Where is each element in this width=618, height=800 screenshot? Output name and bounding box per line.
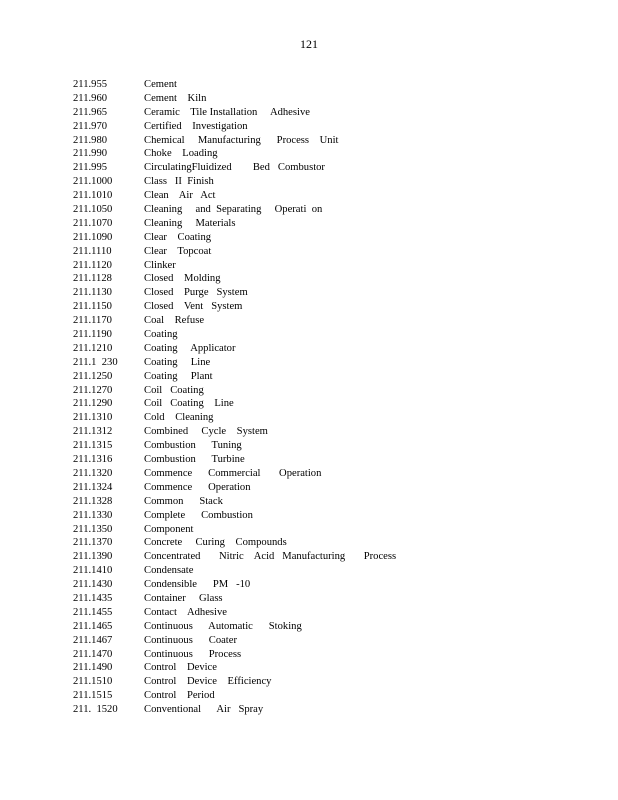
index-entry: [73, 286, 593, 300]
section-number: 211.1150: [73, 301, 112, 313]
index-entry: [73, 370, 593, 384]
section-number: 211.970: [73, 120, 108, 132]
defined-term: Choke Loading: [144, 148, 218, 160]
section-number: 211.1390: [73, 551, 113, 563]
defined-term: CirculatingFluidized Bed Combustor: [144, 162, 325, 174]
index-entry: [73, 675, 593, 689]
defined-term: Continuous Coater: [144, 634, 237, 646]
index-entry: [73, 397, 593, 411]
section-number: 211.990: [73, 148, 108, 160]
index-entry: [73, 523, 593, 537]
section-number: 211.1128: [73, 273, 112, 285]
defined-term: Control Period: [144, 690, 215, 702]
section-number: 211.1120: [73, 259, 112, 271]
index-entry: [73, 106, 593, 120]
section-number: 211.1110: [73, 245, 112, 257]
defined-term: Coating Plant: [144, 370, 213, 382]
index-entry: [73, 272, 593, 286]
section-number: 211.1410: [73, 565, 113, 577]
defined-term: Coating Line: [144, 356, 211, 368]
section-number: 211. 1520: [73, 704, 118, 716]
index-entry: [73, 661, 593, 675]
index-entry: [73, 467, 593, 481]
defined-term: Cold Cleaning: [144, 412, 214, 424]
section-number: 211.1050: [73, 204, 113, 216]
index-entry: [73, 189, 593, 203]
defined-term: Clear Coating: [144, 231, 212, 243]
index-entry: [73, 606, 593, 620]
index-entry: [73, 342, 593, 356]
index-entry: [73, 78, 593, 92]
defined-term: Commence Commercial Operation: [144, 467, 322, 479]
defined-term: Contact Adhesive: [144, 606, 227, 618]
defined-term: Control Device: [144, 662, 217, 674]
index-entry: [73, 620, 593, 634]
index-entry: [73, 120, 593, 134]
defined-term: Class II Finish: [144, 176, 214, 188]
defined-term: Component: [144, 523, 194, 535]
defined-term: Cleaning Materials: [144, 217, 236, 229]
section-number: 211.1250: [73, 370, 113, 382]
index-entry: [73, 509, 593, 523]
index-entry: [73, 300, 593, 314]
index-entry: [73, 453, 593, 467]
section-number: 211.1430: [73, 579, 113, 591]
index-entry: [73, 314, 593, 328]
section-number: 211.1312: [73, 426, 113, 438]
page-number: 121: [300, 37, 318, 51]
section-number: 211.1090: [73, 231, 113, 243]
index-entry: [73, 328, 593, 342]
index-entry: [73, 634, 593, 648]
section-number: 211.1510: [73, 676, 113, 688]
index-entry: [73, 384, 593, 398]
index-entry: [73, 411, 593, 425]
index-entry: [73, 259, 593, 273]
index-entry: [73, 536, 593, 550]
section-number: 211.1330: [73, 509, 113, 521]
section-number: 211.1465: [73, 620, 113, 632]
defined-term: Coil Coating Line: [144, 398, 234, 410]
defined-term: Combined Cycle System: [144, 426, 268, 438]
defined-term: Control Device Efficiency: [144, 676, 272, 688]
section-number: 211.1315: [73, 440, 113, 452]
section-number: 211.1010: [73, 190, 113, 202]
index-entry: [73, 439, 593, 453]
index-entry: [73, 550, 593, 564]
index-entry: [73, 425, 593, 439]
index-entry: [73, 564, 593, 578]
index-entry: [73, 578, 593, 592]
defined-term: Coal Refuse: [144, 315, 205, 327]
section-number: 211.1130: [73, 287, 112, 299]
section-number: 211.1370: [73, 537, 113, 549]
index-entry: [73, 703, 593, 717]
section-number: 211.1324: [73, 481, 113, 493]
section-number: 211.965: [73, 106, 108, 118]
section-number: 211.995: [73, 162, 108, 174]
defined-term: Coating: [144, 329, 178, 341]
defined-term: Ceramic Tile Installation Adhesive: [144, 106, 310, 118]
section-number: 211.1320: [73, 467, 113, 479]
index-entry: [73, 92, 593, 106]
index-entry: [73, 481, 593, 495]
section-number: 211.1190: [73, 329, 112, 341]
index-entry: [73, 689, 593, 703]
defined-term: Closed Vent System: [144, 301, 243, 313]
defined-term: Cement Kiln: [144, 92, 207, 104]
defined-term: Closed Molding: [144, 273, 221, 285]
defined-term: Combustion Turbine: [144, 454, 245, 466]
index-entry: [73, 203, 593, 217]
defined-term: Container Glass: [144, 592, 223, 604]
defined-term: Concrete Curing Compounds: [144, 537, 287, 549]
section-number: 211.1210: [73, 342, 113, 354]
defined-term: Complete Combustion: [144, 509, 253, 521]
index-entry: [73, 495, 593, 509]
defined-term: Clinker: [144, 259, 176, 271]
defined-term: Chemical Manufacturing Process Unit: [144, 134, 339, 146]
index-entry: [73, 231, 593, 245]
index-entry: [73, 648, 593, 662]
index-entry: [73, 245, 593, 259]
index-entry: [73, 175, 593, 189]
section-number: 211.1470: [73, 648, 113, 660]
section-number: 211.1435: [73, 592, 113, 604]
section-number: 211.1350: [73, 523, 113, 535]
section-number: 211.1316: [73, 454, 113, 466]
section-number: 211.1000: [73, 176, 113, 188]
section-number: 211.1270: [73, 384, 113, 396]
defined-term: Continuous Process: [144, 648, 242, 660]
defined-term: Continuous Automatic Stoking: [144, 620, 302, 632]
defined-term: Concentrated Nitric Acid Manufacturing Process: [144, 551, 397, 563]
defined-term: Coil Coating: [144, 384, 204, 396]
section-number: 211.955: [73, 79, 108, 90]
section-number: 211.1 230: [73, 356, 118, 368]
defined-term: Combustion Tuning: [144, 440, 242, 452]
section-number: 211.1290: [73, 398, 113, 410]
defined-term: Condensible PM -10: [144, 579, 251, 591]
defined-term: Cement: [144, 79, 177, 90]
section-number: 211.1467: [73, 634, 113, 646]
section-number: 211.1310: [73, 412, 113, 424]
section-number: 211.1515: [73, 690, 113, 702]
definitions-index-list: [73, 78, 593, 717]
defined-term: Condensate: [144, 565, 194, 577]
defined-term: Clean Air Act: [144, 190, 216, 202]
defined-term: Certified Investigation: [144, 120, 248, 132]
section-number: 211.1170: [73, 315, 112, 327]
index-entry: [73, 217, 593, 231]
section-number: 211.1070: [73, 217, 113, 229]
index-entry: [73, 147, 593, 161]
section-number: 211.960: [73, 92, 108, 104]
defined-term: Commence Operation: [144, 481, 251, 493]
index-entry: [73, 592, 593, 606]
index-entry: [73, 134, 593, 148]
index-entry: [73, 356, 593, 370]
defined-term: Common Stack: [144, 495, 223, 507]
defined-term: Clear Topcoat: [144, 245, 212, 257]
index-entry: [73, 161, 593, 175]
defined-term: Conventional Air Spray: [144, 704, 264, 716]
defined-term: Coating Applicator: [144, 342, 236, 354]
defined-term: Closed Purge System: [144, 287, 248, 299]
section-number: 211.980: [73, 134, 108, 146]
section-number: 211.1328: [73, 495, 113, 507]
defined-term: Cleaning and Separating Operati on: [144, 204, 323, 216]
section-number: 211.1455: [73, 606, 113, 618]
section-number: 211.1490: [73, 662, 113, 674]
